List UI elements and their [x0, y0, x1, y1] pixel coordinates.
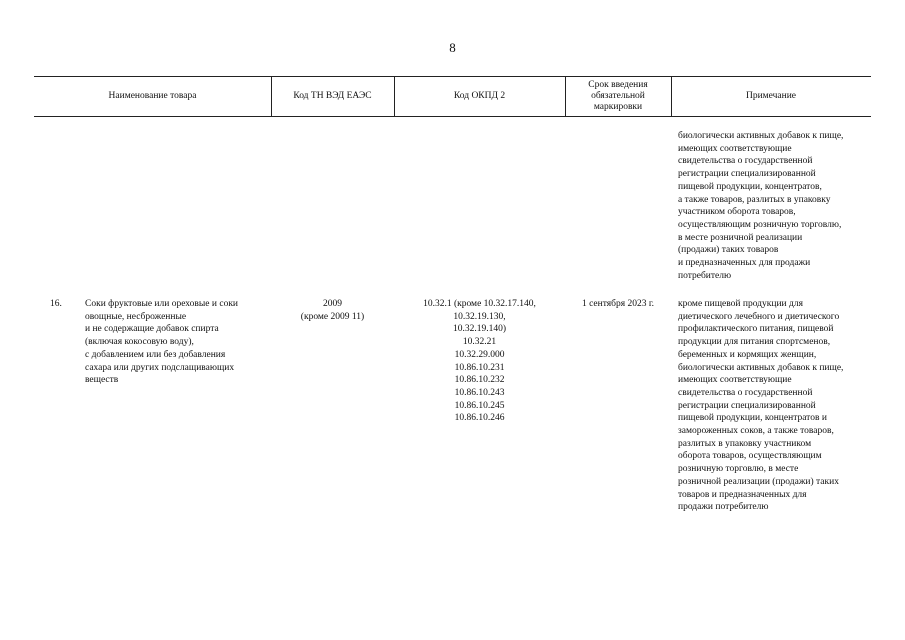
header-product-name: Наименование товара	[108, 90, 197, 101]
row-product-name: Соки фруктовые или ореховые и соки овощные, несброженные и не содержащие добавок спирта (включая кокосовую воду), с добавлением или без добавления сахара или других подслащивающих веществ	[85, 299, 239, 386]
header-note: Примечание	[745, 90, 797, 101]
page-number: 8	[449, 40, 456, 55]
row-marking-date: 1 сентября 2023 г.	[581, 299, 655, 309]
row-tnved-code: 2009 (кроме 2009 11)	[300, 299, 365, 322]
row-okpd-codes: 10.32.1 (кроме 10.32.17.140, 10.32.19.130, 10.32.19.140) 10.32.21 10.32.29.000 10.86.10.231 10.86.10.232 10.86.10.243 10.86.10.245 10.86.10.246	[423, 299, 536, 424]
header-marking-date: Срок введения обязательной маркировки	[588, 79, 648, 112]
header-tnved-code: Код ТН ВЭД ЕАЭС	[293, 90, 372, 101]
row-number: 16.	[50, 299, 62, 309]
row-note: кроме пищевой продукции для диетического лечебного и диетического профилактического питания, пищевой продукции для питания спортсменов, беременных и кормящих женщин, биологически активных добавок к пище, имеющих соответствующие свидетельства о государственной регистрации специализированной пищевой продукции, концентратов и замороженных соков, а также товаров, разлитых в упаковку участником оборота товаров, осуществляющим розничную торговлю, в месте розничной реализации (продажи) таких товаров и предназначенных для продажи потребителю	[678, 299, 844, 513]
continued-note: биологически активных добавок к пище, имеющих соответствующие свидетельства о государственной регистрации специализированной пищевой продукции, концентратов, а также товаров, разлитых в упаковку участником оборота товаров, осуществляющим розничную торговлю, в месте розничной реализации (продажи) таких товаров и предназначенных для продажи потребителю	[678, 131, 844, 281]
header-okpd-code: Код ОКПД 2	[453, 90, 506, 101]
table-header-bottom-rule	[34, 116, 871, 117]
